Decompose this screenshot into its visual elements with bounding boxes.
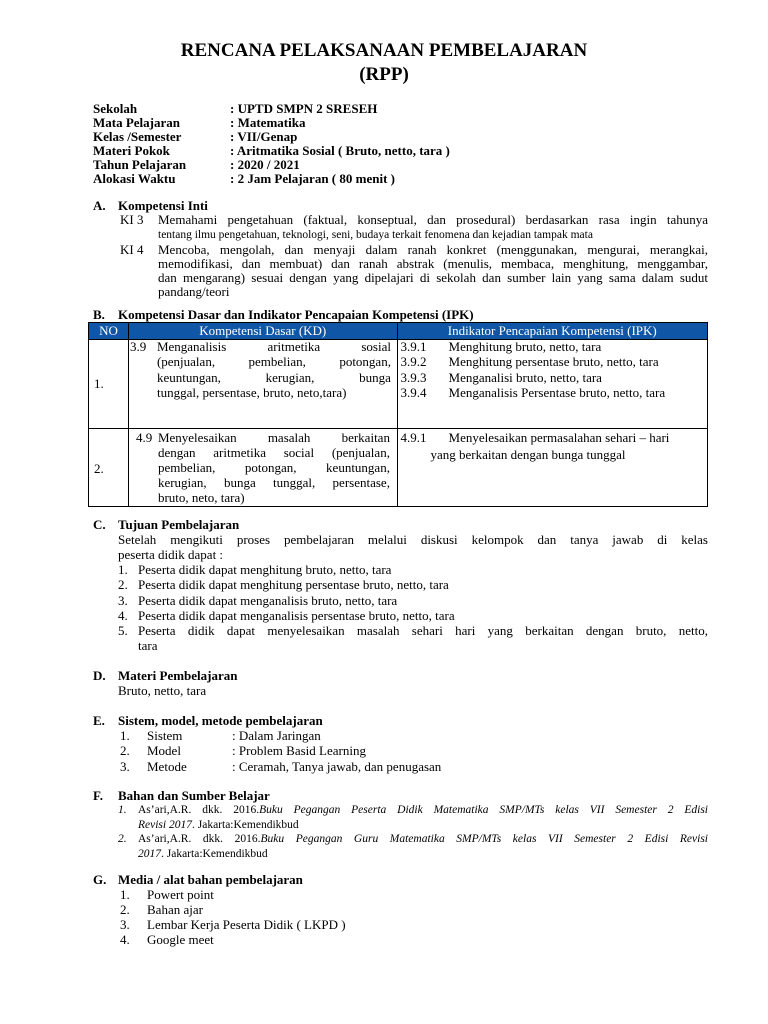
list-item: Peserta didik dapat menganalisis persentase bruto, netto, tara: [138, 608, 455, 623]
ref-book-title: Buku Pegangan Guru Matematika SMP/MTs kelas VII Semester 2 Edisi Revisi: [260, 833, 708, 845]
ipk-text: Menghitung bruto, netto, tara: [448, 339, 602, 354]
kd-line: pembelian, potongan, keuntungan,: [157, 460, 390, 475]
list-item-number: 3.: [118, 593, 128, 608]
ipk-code: 3.9.1: [400, 339, 427, 354]
section-title: Tujuan Pembelajaran: [118, 517, 240, 532]
identity-label: Kelas /Semester: [93, 129, 182, 144]
reference-line: [138, 803, 708, 817]
objective-intro: Setelah mengikuti proses pembelajaran melalui diskusi kelompok dan tanya jawab di kelas: [118, 532, 708, 547]
kd-line: (penjualan, pembelian, potongan,: [156, 354, 391, 369]
ref-book-title-cont: Revisi 2017: [138, 819, 192, 831]
ki4-code: KI 4: [120, 242, 144, 257]
identity-value: : 2 Jam Pelajaran ( 80 menit ): [230, 171, 395, 186]
row-number-cell: [89, 340, 129, 429]
ipk-text: Menganalisis Persentase bruto, netto, tara: [448, 385, 666, 400]
ki3-code: KI 3: [120, 212, 144, 227]
kd-line: dengan aritmetika social (penjualan,: [157, 445, 390, 460]
method-label: Metode: [147, 759, 187, 774]
section-title: Kompetensi Dasar dan Indikator Pencapaian Kompetensi (IPK): [118, 307, 474, 322]
ki4-line: dan mengarang) sesuai dengan yang dipelajari di sekolah dan sumber lain yang sama dalam sudut: [158, 270, 708, 285]
ref-number: 2.: [118, 833, 127, 845]
ipk-cell: [397, 340, 707, 429]
identity-label: Sekolah: [93, 101, 138, 116]
identity-value: : VII/Genap: [230, 129, 298, 144]
section-g-heading: [93, 872, 303, 888]
list-item-number: 5.: [118, 623, 128, 638]
ipk-code: 4.9.1: [400, 430, 427, 445]
ipk-code: 3.9.3: [400, 370, 427, 385]
list-item: Peserta didik dapat menghitung bruto, netto, tara: [138, 562, 392, 577]
ref-publisher: . Jakarta:Kemendikbud: [191, 819, 299, 831]
kd-line: tunggal, persentase, bruto, neto,tara): [156, 385, 347, 400]
kd-line: keuntungan, kerugian, bunga: [156, 370, 391, 385]
row-number-cell: [89, 429, 129, 507]
list-item-continuation: tara: [138, 638, 158, 653]
reference-line: [138, 832, 708, 846]
section-e-heading: [93, 713, 323, 729]
ref-publisher: . Jakarta:Kemendikbud: [161, 848, 268, 860]
method-value: : Ceramah, Tanya jawab, dan penugasan: [232, 759, 442, 774]
ki3-line: Memahami pengetahuan (faktual, konseptual, dan prosedural) berdasarkan rasa ingin tahunya: [158, 212, 708, 227]
kd-line: bruto, neto, tara): [157, 490, 245, 505]
ref-author: As’ari,A.R. dkk. 2016.: [138, 833, 261, 845]
identity-value: : UPTD SMPN 2 SRESEH: [230, 101, 378, 116]
ref-book-title-cont: 2017: [138, 848, 161, 860]
identity-value: : 2020 / 2021: [230, 157, 300, 172]
kd-cell: [128, 429, 397, 507]
section-title: Media / alat bahan pembelajaran: [118, 872, 303, 887]
document-subtitle: (RPP): [359, 64, 409, 85]
section-letter: A.: [93, 198, 106, 213]
list-item: Peserta didik dapat menganalisis bruto, netto, tara: [138, 593, 398, 608]
list-item-number: 2.: [118, 577, 128, 592]
section-c-heading: [93, 517, 239, 533]
row-number: 2.: [94, 461, 104, 476]
ipk-code: 3.9.2: [400, 354, 427, 369]
ki4-line: pandang/teori: [158, 284, 230, 299]
section-b-heading: [93, 307, 474, 323]
section-letter: D.: [93, 668, 106, 683]
ki3-line: tentang ilmu pengetahuan, teknologi, seni, budaya terkait fenomena dan kejadian tampak mata: [158, 229, 593, 241]
identity-value: : Matematika: [230, 115, 306, 130]
kd-line: kerugian, bunga tunggal, persentase,: [157, 475, 390, 490]
section-letter: E.: [93, 713, 105, 728]
list-item: Lembar Kerja Peserta Didik ( LKPD ): [147, 917, 346, 932]
list-item-number: 2.: [120, 902, 130, 917]
identity-value: : Aritmatika Sosial ( Bruto, netto, tara ): [230, 143, 450, 158]
list-item-number: 4.: [120, 932, 130, 947]
method-label: Model: [147, 743, 181, 758]
ipk-code: 3.9.4: [400, 385, 427, 400]
list-item-number: 4.: [118, 608, 128, 623]
section-title: Materi Pembelajaran: [118, 668, 238, 683]
kd-line: Menyelesaikan masalah berkaitan: [157, 430, 390, 445]
table-header-kd: Kompetensi Dasar (KD): [128, 323, 397, 340]
section-d-heading: [93, 668, 237, 684]
ipk-text: yang berkaitan dengan bunga tunggal: [430, 447, 626, 462]
kd-ipk-table: [88, 322, 708, 507]
objective-intro: peserta didik dapat :: [118, 547, 224, 562]
ipk-text: Menghitung persentase bruto, netto, tara: [448, 354, 659, 369]
ref-number: 1.: [118, 804, 127, 816]
list-item-number: 3.: [120, 917, 130, 932]
table-header-no: NO: [89, 323, 129, 340]
list-item: Google meet: [147, 932, 214, 947]
section-letter: B.: [93, 307, 105, 322]
section-title: Kompetensi Inti: [118, 198, 208, 213]
material-text: Bruto, netto, tara: [118, 683, 207, 698]
list-item: Peserta didik dapat menghitung persentase bruto, netto, tara: [138, 577, 449, 592]
reference-line: [138, 818, 299, 832]
ref-book-title: Buku Pegangan Peserta Didik Matematika SMP/MTs kelas VII Semester 2 Edisi: [259, 804, 709, 816]
ipk-cell: [397, 429, 707, 507]
ipk-text: Menyelesaikan permasalahan sehari – hari: [448, 430, 670, 445]
kd-cell: [128, 340, 397, 429]
section-letter: C.: [93, 517, 106, 532]
list-item: Bahan ajar: [147, 902, 203, 917]
kd-code: 3.9: [129, 339, 147, 354]
ref-author: As’ari,A.R. dkk. 2016.: [138, 804, 260, 816]
identity-label: Mata Pelajaran: [93, 115, 181, 130]
method-value: : Problem Basid Learning: [232, 743, 366, 758]
table-row: [89, 340, 708, 429]
method-label: Sistem: [147, 728, 183, 743]
row-number: 1.: [94, 376, 104, 391]
list-item-number: 2.: [120, 743, 130, 758]
document-title: RENCANA PELAKSANAAN PEMBELAJARAN: [180, 40, 588, 61]
list-item-number: 3.: [120, 759, 130, 774]
section-letter: G.: [93, 872, 107, 887]
table-header-ipk: Indikator Pencapaian Kompetensi (IPK): [397, 323, 707, 340]
section-title: Bahan dan Sumber Belajar: [118, 788, 270, 803]
kd-line: Menganalisis aritmetika sosial: [156, 339, 391, 354]
reference-line: [138, 847, 268, 861]
list-item-number: 1.: [120, 887, 130, 902]
list-item-number: 1.: [120, 728, 130, 743]
ki4-line: memodifikasi, dan membuat) dan ranah abstrak (menulis, membaca, menghitung, menggambar,: [158, 256, 708, 271]
section-letter: F.: [93, 788, 103, 803]
list-item-number: 1.: [118, 562, 128, 577]
section-title: Sistem, model, metode pembelajaran: [118, 713, 323, 728]
identity-label: Tahun Pelajaran: [93, 157, 187, 172]
table-row: [89, 429, 708, 507]
identity-label: Alokasi Waktu: [93, 171, 176, 186]
list-item: Peserta didik dapat menyelesaikan masalah sehari hari yang berkaitan dengan bruto, netto,: [138, 623, 708, 638]
section-f-heading: [93, 788, 270, 804]
method-value: : Dalam Jaringan: [232, 728, 321, 743]
list-item: Powert point: [147, 887, 214, 902]
identity-label: Materi Pokok: [93, 143, 170, 158]
ipk-text: Menganalisi bruto, netto, tara: [448, 370, 602, 385]
kd-code: 4.9: [135, 430, 153, 445]
ki4-line: Mencoba, mengolah, dan menyaji dalam ranah konkret (menggunakan, mengurai, merangkai,: [158, 242, 708, 257]
table-header-row: [89, 323, 708, 340]
